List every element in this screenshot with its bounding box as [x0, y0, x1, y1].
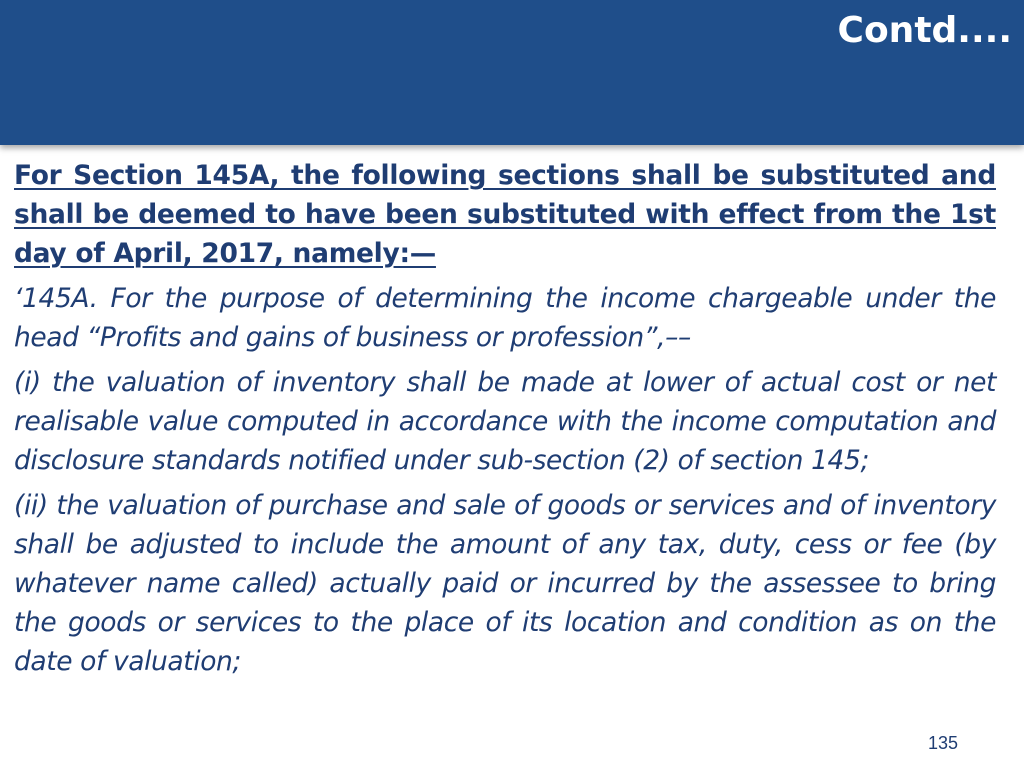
page-number: 135 — [928, 733, 959, 753]
header-bar — [0, 0, 1024, 145]
clause-i-paragraph: (i) the valuation of inventory shall be made at lower of actual cost or net realisable value computed in accordance with the income computation and disclosure standards notified under sub-section (2) of section 145; — [14, 367, 996, 476]
clause-ii-paragraph: (ii) the valuation of purchase and sale of goods or services and of inventory shall be adjusted to include the amount of any tax, duty, cess or fee (by whatever name called) actually paid or incurred by the assessee to bring the goods or services to the place of its location and condition as on the date of valuation; — [14, 490, 996, 677]
section-145a-intro: ‘145A. For the purpose of determining the income chargeable under the head “Profits and gains of business or profession”,–– — [14, 283, 996, 353]
slide-body — [14, 156, 996, 687]
lead-paragraph: For Section 145A, the following sections shall be substituted and shall be deemed to have been substituted with effect from the 1st day of April, 2017, namely:— — [14, 160, 996, 269]
slide-title: Contd.... — [837, 10, 1012, 51]
